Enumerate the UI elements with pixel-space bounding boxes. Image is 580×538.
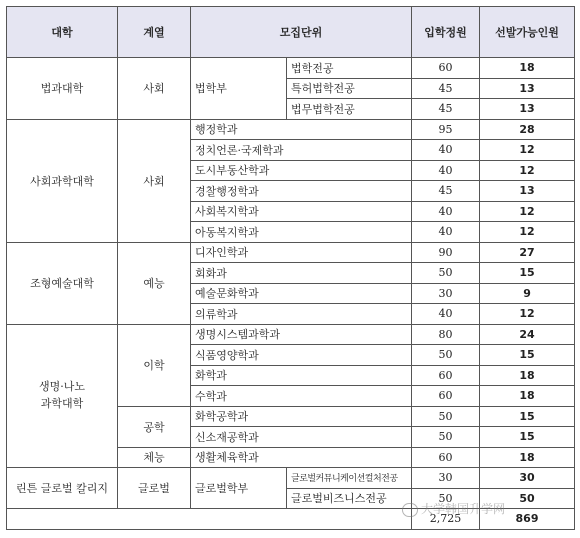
watermark-text: 大学韩国升学网 [421,502,506,516]
dept-cell: 디자인학과 [191,242,412,263]
selectable-cell: 18 [480,386,575,407]
quota-cell: 30 [412,468,480,489]
dept-cell: 도시부동산학과 [191,160,412,181]
major-cell: 특허법학전공 [287,78,412,99]
selectable-cell: 15 [480,406,575,427]
selectable-cell: 15 [480,263,575,284]
quota-cell: 90 [412,242,480,263]
selectable-cell: 18 [480,365,575,386]
track-cell: 공학 [118,406,191,447]
selectable-cell: 18 [480,447,575,468]
quota-cell: 50 [412,345,480,366]
selectable-cell: 13 [480,99,575,120]
quota-cell: 40 [412,140,480,161]
major-cell: 법무법학전공 [287,99,412,120]
quota-cell: 40 [412,304,480,325]
college-cell: 사회과학대학 [7,119,118,242]
header-row [7,7,575,58]
dept-cell: 화학공학과 [191,406,412,427]
quota-cell: 50 [412,427,480,448]
table-row [7,468,575,489]
header-university: 대학 [7,7,118,58]
quota-cell: 60 [412,447,480,468]
dept-cell: 생활체육학과 [191,447,412,468]
selectable-cell: 12 [480,201,575,222]
selectable-cell: 28 [480,119,575,140]
college-cell: 생명·나노 과학대학 [7,324,118,468]
dept-cell: 정치언론·국제학과 [191,140,412,161]
quota-cell: 80 [412,324,480,345]
track-cell: 사회 [118,119,191,242]
track-cell: 체능 [118,447,191,468]
major-cell: 글로벌커뮤니케이션컬처전공 [287,468,412,489]
dept-cell: 행정학과 [191,119,412,140]
table-row [7,324,575,345]
quota-cell: 60 [412,386,480,407]
quota-cell: 60 [412,58,480,79]
dept-cell: 회화과 [191,263,412,284]
dept-cell: 화학과 [191,365,412,386]
quota-cell: 50 [412,488,480,509]
college-cell: 법과대학 [7,58,118,120]
header-selectable: 선발가능인원 [480,7,575,58]
track-cell: 이학 [118,324,191,406]
quota-cell: 40 [412,160,480,181]
selectable-cell: 15 [480,427,575,448]
quota-cell: 30 [412,283,480,304]
total-row [7,509,575,530]
selectable-cell: 13 [480,78,575,99]
quota-cell: 95 [412,119,480,140]
track-cell: 글로벌 [118,468,191,509]
selectable-cell: 12 [480,222,575,243]
selectable-cell: 27 [480,242,575,263]
quota-cell: 50 [412,263,480,284]
selectable-cell: 12 [480,304,575,325]
selectable-cell: 13 [480,181,575,202]
selectable-cell: 12 [480,140,575,161]
header-quota: 입학정원 [412,7,480,58]
dept-cell: 경찰행정학과 [191,181,412,202]
dept-cell: 글로벌학부 [191,468,287,509]
header-track: 계열 [118,7,191,58]
major-cell: 법학전공 [287,58,412,79]
header-unit: 모집단위 [191,7,412,58]
selectable-cell: 18 [480,58,575,79]
track-cell: 사회 [118,58,191,120]
selectable-cell: 15 [480,345,575,366]
quota-cell: 45 [412,99,480,120]
college-cell: 린튼 글로벌 칼리지 [7,468,118,509]
dept-cell: 의류학과 [191,304,412,325]
total-quota-cell: 2,725 [412,509,480,530]
dept-cell: 법학부 [191,58,287,120]
selectable-cell: 30 [480,468,575,489]
quota-cell: 45 [412,181,480,202]
total-label-cell [7,509,412,530]
quota-cell: 50 [412,406,480,427]
dept-cell: 식품영양학과 [191,345,412,366]
selectable-cell: 9 [480,283,575,304]
dept-cell: 예술문화학과 [191,283,412,304]
quota-cell: 45 [412,78,480,99]
total-selectable-cell: 869 [480,509,575,530]
dept-cell: 수학과 [191,386,412,407]
selectable-cell: 12 [480,160,575,181]
major-cell: 글로벌비즈니스전공 [287,488,412,509]
table-row [7,119,575,140]
selectable-cell: 24 [480,324,575,345]
dept-cell: 사회복지학과 [191,201,412,222]
table-row [7,58,575,79]
dept-cell: 생명시스템과학과 [191,324,412,345]
quota-cell: 60 [412,365,480,386]
table-row [7,242,575,263]
admission-quota-table [6,6,575,530]
track-cell: 예능 [118,242,191,324]
quota-cell: 40 [412,222,480,243]
quota-cell: 40 [412,201,480,222]
selectable-cell: 50 [480,488,575,509]
dept-cell: 아동복지학과 [191,222,412,243]
dept-cell: 신소재공학과 [191,427,412,448]
college-cell: 조형예술대학 [7,242,118,324]
